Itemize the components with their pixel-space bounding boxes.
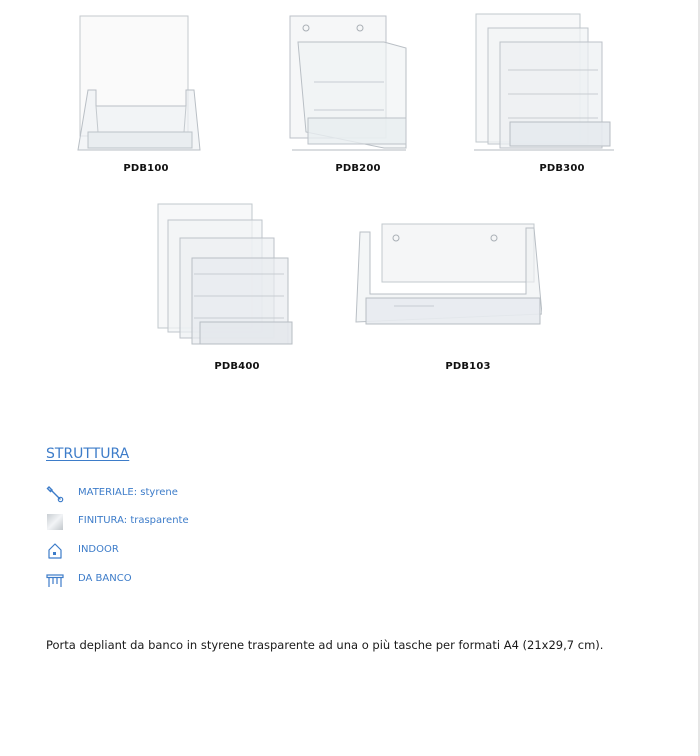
- house-icon: [46, 542, 64, 560]
- feature-label: INDOOR: [78, 544, 119, 555]
- feature-finish: [46, 512, 189, 532]
- product-image-pdb200: [284, 12, 414, 154]
- table-icon: [46, 571, 64, 589]
- product-code: PDB300: [539, 163, 585, 174]
- product-image-pdb103: [354, 218, 542, 330]
- product-code: PDB103: [445, 361, 491, 372]
- product-image-pdb300: [468, 10, 634, 156]
- product-code: PDB200: [335, 163, 381, 174]
- product-description: Porta depliant da banco in styrene trasparente ad una o più tasche per formati A4 (21x29,7 cm).: [46, 638, 604, 652]
- feature-material: [46, 484, 178, 504]
- feature-label: DA BANCO: [78, 573, 132, 584]
- product-code: PDB400: [214, 361, 260, 372]
- feature-indoor: [46, 541, 119, 561]
- section-title: STRUTTURA: [46, 446, 130, 462]
- feature-label: MATERIALE: styrene: [78, 487, 178, 498]
- product-image-pdb100: [74, 14, 204, 154]
- wrench-icon: [46, 485, 64, 503]
- product-code: PDB100: [123, 163, 169, 174]
- feature-counter: [46, 570, 132, 590]
- feature-label: FINITURA: trasparente: [78, 515, 189, 526]
- transparent-swatch-icon: [46, 513, 64, 531]
- product-image-pdb400: [150, 200, 300, 352]
